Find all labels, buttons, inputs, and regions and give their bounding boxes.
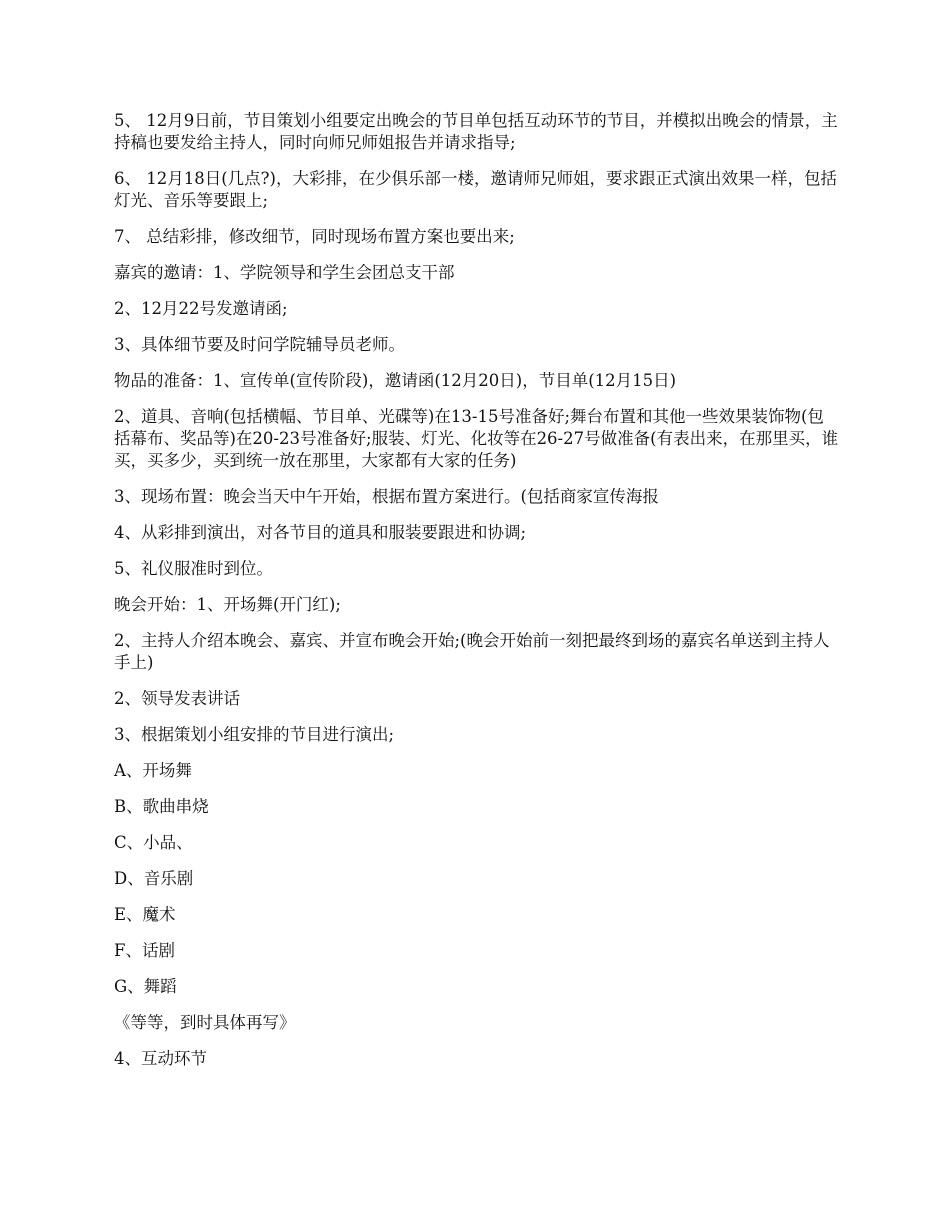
paragraph-etc-note: 《等等，到时具体再写》	[114, 1013, 296, 1032]
paragraph-materials-prep: 物品的准备：1、宣传单(宣传阶段)，邀请函(12月20日)，节目单(12月15日)	[114, 371, 677, 390]
list-item-skit: C、小品、	[114, 833, 193, 852]
paragraph-dress-rehearsal: 6、 12月18日(几点?)，大彩排，在少俱乐部一楼，邀请师兄师姐，要求跟正式演出效果一样，包括灯光、音乐等要跟上;	[114, 169, 837, 210]
list-item-song-medley: B、歌曲串烧	[114, 797, 209, 816]
paragraph-gala-opening: 晚会开始：1、开场舞(开门红);	[114, 595, 341, 614]
paragraph-guest-invitation: 嘉宾的邀请：1、学院领导和学生会团总支干部	[114, 263, 455, 282]
paragraph-host-introduction: 2、主持人介绍本晚会、嘉宾、并宣布晚会开始;(晚会开始前一刻把最终到场的嘉宾名单送到主持人手上)	[114, 631, 830, 672]
paragraph-performances: 3、根据策划小组安排的节目进行演出;	[114, 725, 395, 744]
list-item-dance: G、舞蹈	[114, 977, 177, 996]
paragraph-rehearsal-summary: 7、 总结彩排，修改细节，同时现场布置方案也要出来;	[114, 227, 515, 246]
paragraph-ask-counselor: 3、具体细节要及时问学院辅导员老师。	[114, 335, 405, 354]
list-item-drama: F、话剧	[114, 941, 175, 960]
list-item-opening-dance: A、开场舞	[114, 761, 192, 780]
paragraph-program-list-deadline: 5、 12月9日前，节目策划小组要定出晚会的节目单包括互动环节的节目，并模拟出晚会的情景，主持稿也要发给主持人，同时向师兄师姐报告并请求指导;	[114, 111, 838, 152]
paragraph-leader-speech: 2、领导发表讲话	[114, 689, 240, 708]
list-item-musical: D、音乐剧	[114, 869, 194, 888]
paragraph-props-schedule: 2、道具、音响(包括横幅、节目单、光碟等)在13-15号准备好;舞台布置和其他一些效果装饰物(包括幕布、奖品等)在20-23号准备好;服装、灯光、化妆等在26-27号做准备(有表出来，在那里买，谁买，买多少，买到统一放在那里，大家都有大家的任务)	[114, 407, 839, 470]
list-item-magic: E、魔术	[114, 905, 176, 924]
paragraph-props-coordination: 4、从彩排到演出，对各节目的道具和服装要跟进和协调;	[114, 523, 527, 542]
paragraph-etiquette-dress: 5、礼仪服准时到位。	[114, 559, 273, 578]
document-body	[114, 110, 839, 1084]
paragraph-venue-setup: 3、现场布置：晚会当天中午开始，根据布置方案进行。(包括商家宣传海报	[114, 487, 659, 506]
paragraph-invitation-date: 2、12月22号发邀请函;	[114, 299, 288, 318]
paragraph-interactive-segment: 4、互动环节	[114, 1049, 207, 1068]
